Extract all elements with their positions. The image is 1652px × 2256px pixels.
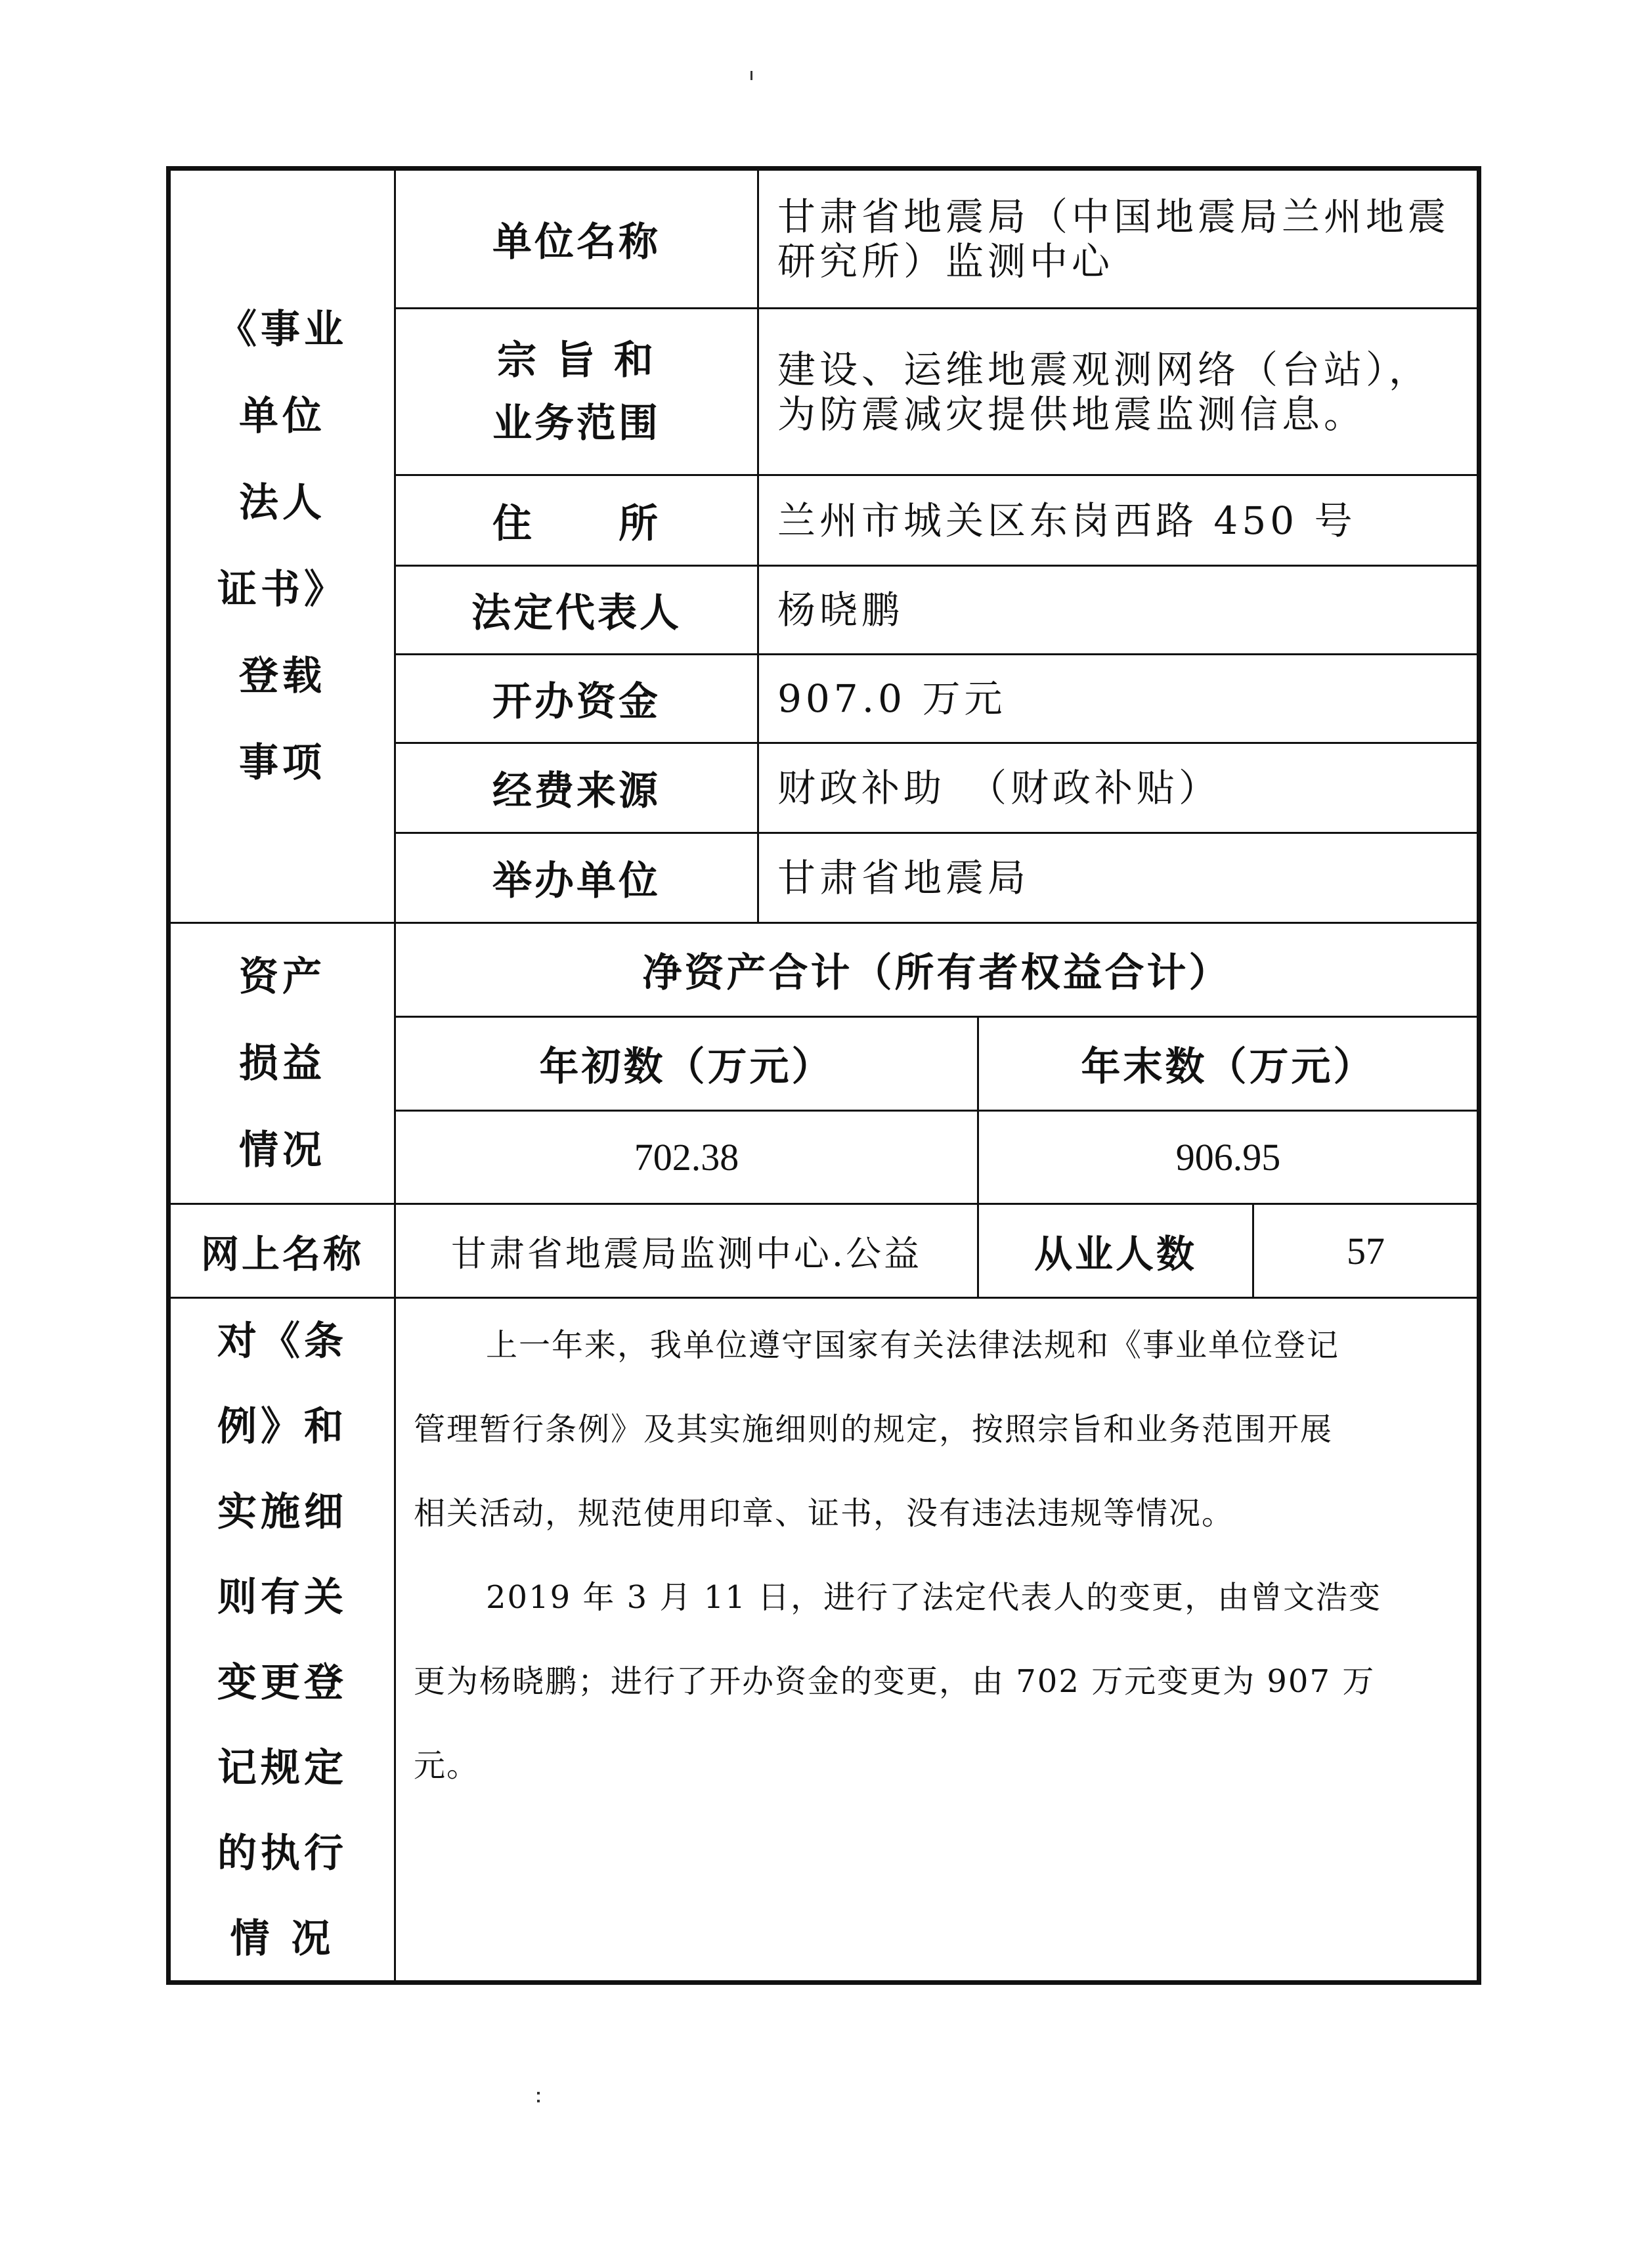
compliance-text-line: 元。: [414, 1747, 480, 1784]
purpose-scope-label: 宗 旨 和 业务范围: [492, 337, 661, 446]
address-label: 住 所: [492, 500, 661, 547]
sponsor-label: 举办单位: [492, 858, 661, 904]
registration-section-label: 《事业 单位 法人 证书》 登载 事项: [217, 307, 347, 786]
funding-source-value: 财政补助 （财政补贴）: [777, 766, 1221, 810]
scan-speck: [537, 2092, 540, 2094]
legal-representative-label: 法定代表人: [471, 590, 682, 636]
compliance-text-line: 更为杨晓鹏；进行了开办资金的变更，由 702 万元变更为 907 万: [414, 1663, 1376, 1700]
year-begin-header: 年初数（万元）: [539, 1044, 834, 1090]
assets-section-label: 资产 损益 情况: [239, 953, 326, 1173]
unit-name-label: 单位名称: [492, 219, 661, 265]
address-value: 兰州市城关区东岗西路 450 号: [777, 498, 1357, 543]
year-begin-value: 702.38: [634, 1136, 739, 1179]
scan-speck: [537, 2100, 540, 2102]
compliance-text-line: 管理暂行条例》及其实施细则的规定，按照宗旨和业务范围开展: [414, 1411, 1334, 1448]
registered-capital-value: 907.0 万元: [777, 676, 1007, 721]
year-end-header: 年末数（万元）: [1081, 1044, 1376, 1090]
legal-representative-value: 杨晓鹏: [777, 588, 904, 632]
registered-capital-label: 开办资金: [492, 679, 661, 725]
net-assets-header: 净资产合计（所有者权益合计）: [642, 950, 1231, 996]
compliance-text-line: 2019 年 3 月 11 日，进行了法定代表人的变更，由曾文浩变: [486, 1579, 1382, 1616]
online-name-value: 甘肃省地震局监测中心.公益: [450, 1232, 923, 1274]
compliance-section-label: 对《条 例》和 实施细 则有关 变更登 记规定 的执行 情 况: [217, 1318, 347, 1962]
compliance-text-line: 上一年来，我单位遵守国家有关法律法规和《事业单位登记: [486, 1327, 1340, 1364]
staff-count-value: 57: [1347, 1229, 1385, 1272]
purpose-scope-value: 建设、运维地震观测网络（台站），为防震减灾提供地震监测信息。: [777, 347, 1431, 437]
scan-speck: [750, 71, 752, 80]
online-name-label: 网上名称: [200, 1232, 364, 1276]
compliance-text-line: 相关活动，规范使用印章、证书，没有违法违规等情况。: [414, 1495, 1235, 1532]
staff-count-label: 从业人数: [1033, 1232, 1197, 1276]
unit-name-value: 甘肃省地震局（中国地震局兰州地震研究所）监测中心: [777, 194, 1450, 284]
funding-source-label: 经费来源: [492, 768, 661, 814]
year-end-value: 906.95: [1175, 1136, 1281, 1179]
sponsor-value: 甘肃省地震局: [777, 856, 1030, 900]
